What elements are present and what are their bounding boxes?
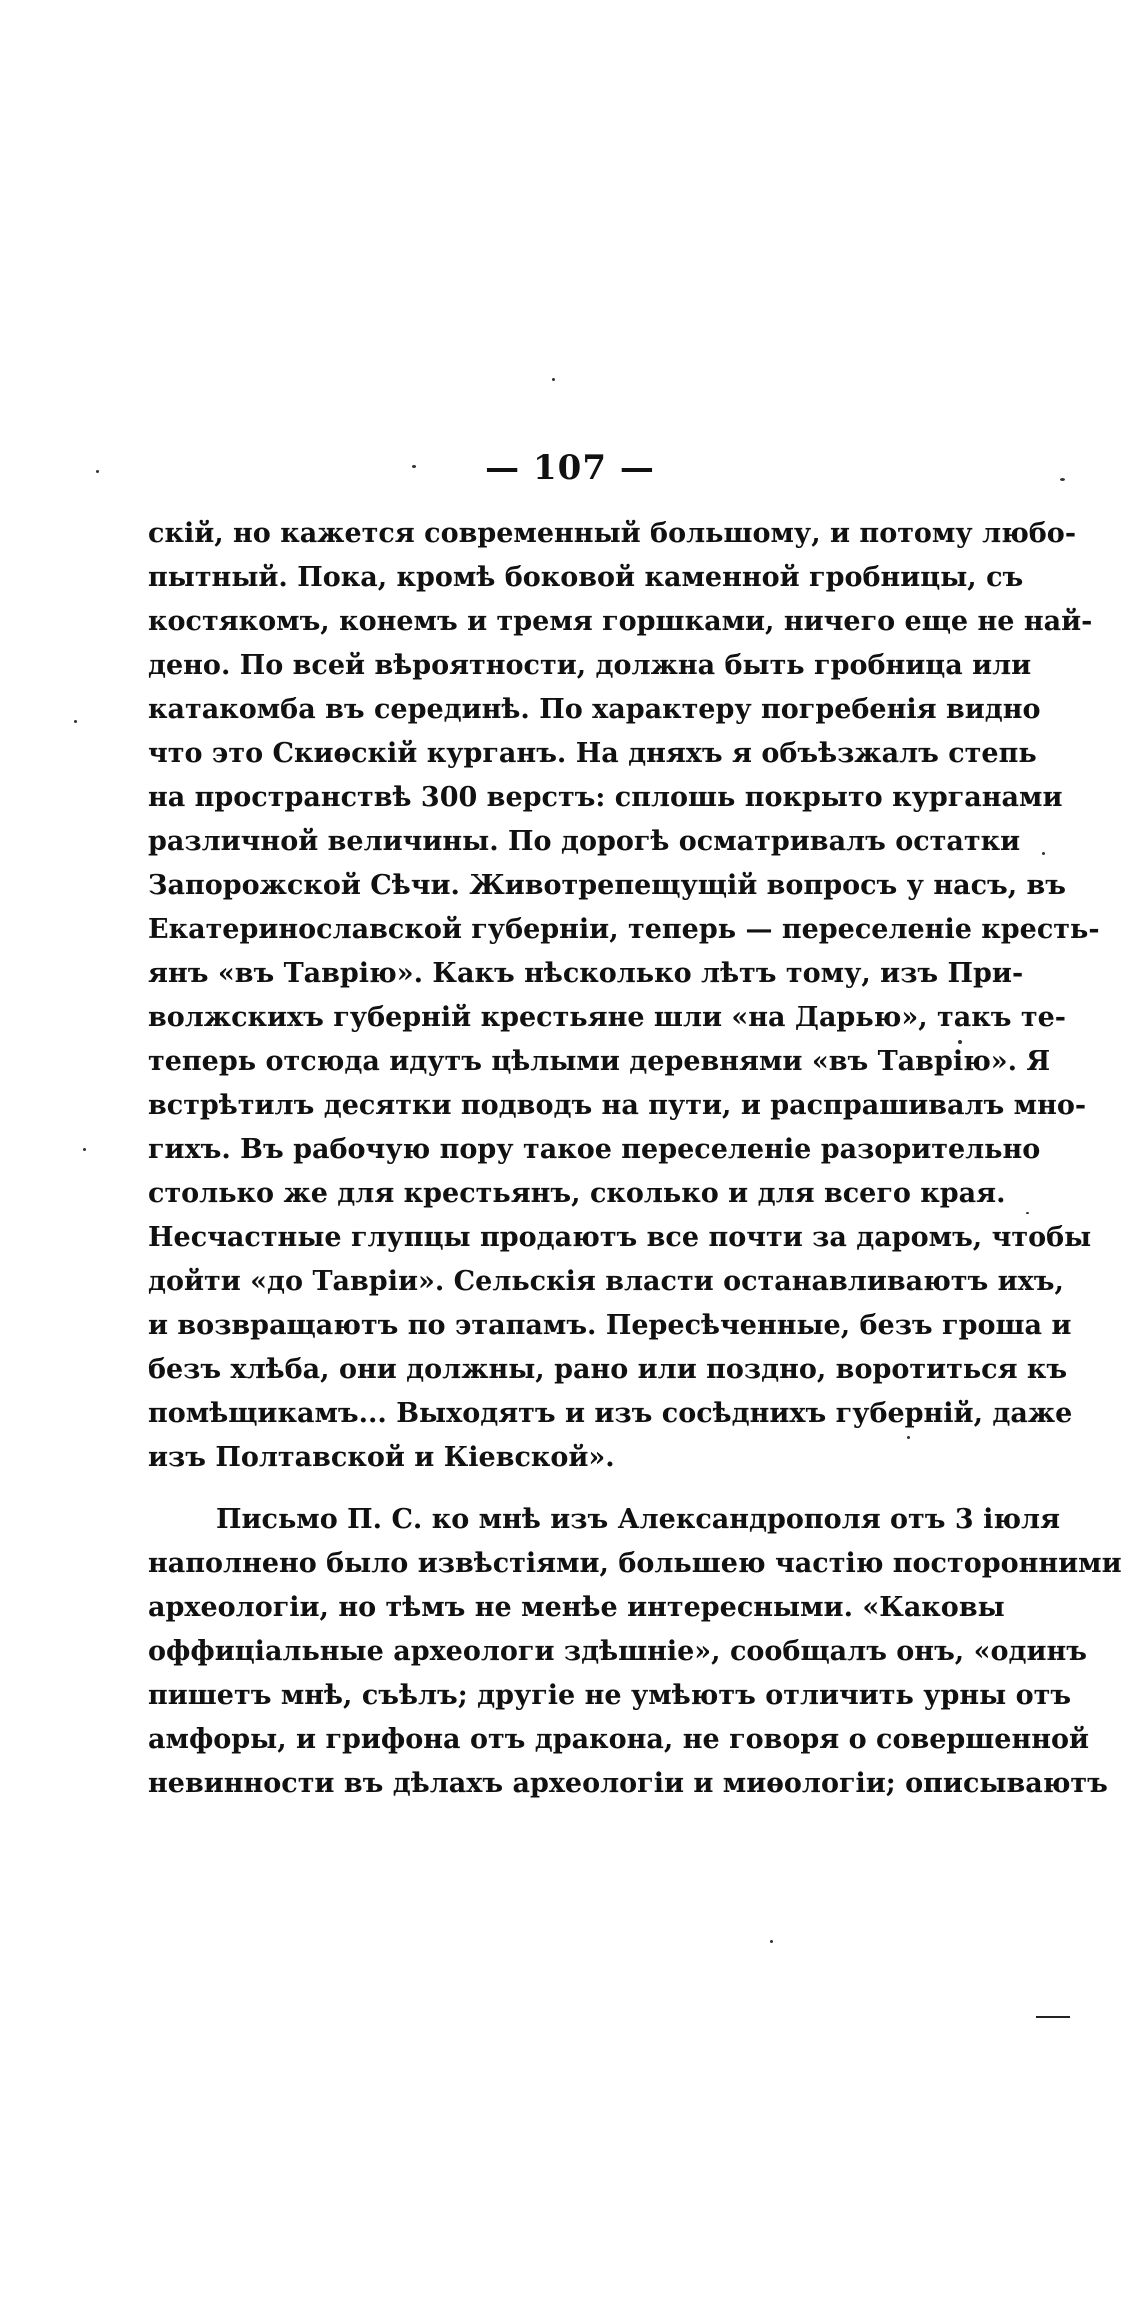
scan-speck (958, 1040, 962, 1044)
scan-speck (83, 1148, 86, 1151)
text-line: оффиціальные археологи здѣшніе», сообщалъ онъ, «одинъ (148, 1636, 1087, 1667)
scan-speck (96, 470, 99, 473)
scan-speck (770, 1940, 773, 1943)
text-line: Письмо П. С. ко мнѣ изъ Александрополя отъ 3 іюля (216, 1504, 1061, 1535)
body-text (148, 512, 1122, 1806)
text-line: на пространствѣ 300 верстъ: сплошь покрыто курганами (148, 782, 1063, 813)
text-line: катакомба въ серединѣ. По характеру погребенія видно (148, 694, 1041, 725)
text-line: амфоры, и грифона отъ дракона, не говоря о совершенной (148, 1724, 1090, 1755)
text-line: археологіи, но тѣмъ не менѣе интересными. «Каковы (148, 1592, 1005, 1623)
text-line: костякомъ, конемъ и тремя горшками, ничего еще не най- (148, 606, 1093, 637)
text-line: наполнено было извѣстіями, большею частію посторонними (148, 1548, 1122, 1579)
scan-speck (412, 465, 416, 468)
text-line: скій, но кажется современный большому, и потому любо- (148, 518, 1077, 549)
scan-speck (907, 1436, 910, 1439)
text-line: Запорожской Сѣчи. Животрепещущій вопросъ у насъ, въ (148, 870, 1066, 901)
text-line: волжскихъ губерній крестьяне шли «на Дарью», такъ те- (148, 1002, 1066, 1033)
paragraph-2 (148, 1498, 1122, 1806)
text-line: пытный. Пока, кромѣ боковой каменной гробницы, съ (148, 562, 1024, 593)
text-line: дойти «до Тавріи». Сельскія власти останавливаютъ ихъ, (148, 1266, 1064, 1297)
scan-speck (1042, 852, 1045, 855)
text-line: столько же для крестьянъ, сколько и для всего края. (148, 1178, 1006, 1209)
text-line: помѣщикамъ... Выходятъ и изъ сосѣднихъ губерній, даже (148, 1398, 1073, 1429)
text-line: и возвращаютъ по этапамъ. Пересѣченные, безъ гроша и (148, 1310, 1072, 1341)
paragraph-spacer (148, 1480, 928, 1498)
scan-speck (552, 378, 555, 381)
text-line: Несчастные глупцы продаютъ все почти за даромъ, чтобы (148, 1222, 1092, 1253)
scan-speck (74, 720, 77, 723)
margin-rule (1036, 2016, 1070, 2018)
paragraph-1 (148, 512, 1100, 1480)
text-line: гихъ. Въ рабочую пору такое переселеніе разорительно (148, 1134, 1041, 1165)
text-line: что это Скиѳскій курганъ. На дняхъ я объѣзжалъ степь (148, 738, 1037, 769)
text-line: изъ Полтавской и Кіевской». (148, 1442, 615, 1473)
text-line: различной величины. По дорогѣ осматривалъ остатки (148, 826, 1021, 857)
text-line: дено. По всей вѣроятности, должна быть гробница или (148, 650, 1032, 681)
text-line: безъ хлѣба, они должны, рано или поздно, воротиться къ (148, 1354, 1068, 1385)
scan-speck (1060, 478, 1065, 481)
page-number: — 107 — (485, 448, 655, 488)
scan-speck (1026, 1212, 1029, 1214)
text-line: теперь отсюда идутъ цѣлыми деревнями «въ Таврію». Я (148, 1046, 1051, 1077)
text-line: Екатеринославской губерніи, теперь — переселеніе кресть- (148, 914, 1100, 945)
text-line: встрѣтилъ десятки подводъ на пути, и распрашивалъ мно- (148, 1090, 1087, 1121)
text-line: невинности въ дѣлахъ археологіи и миѳологіи; описываютъ (148, 1768, 1108, 1799)
text-line: янъ «въ Таврію». Какъ нѣсколько лѣтъ тому, изъ При- (148, 958, 1024, 989)
text-line: пишетъ мнѣ, съѣлъ; другіе не умѣютъ отличить урны отъ (148, 1680, 1072, 1711)
